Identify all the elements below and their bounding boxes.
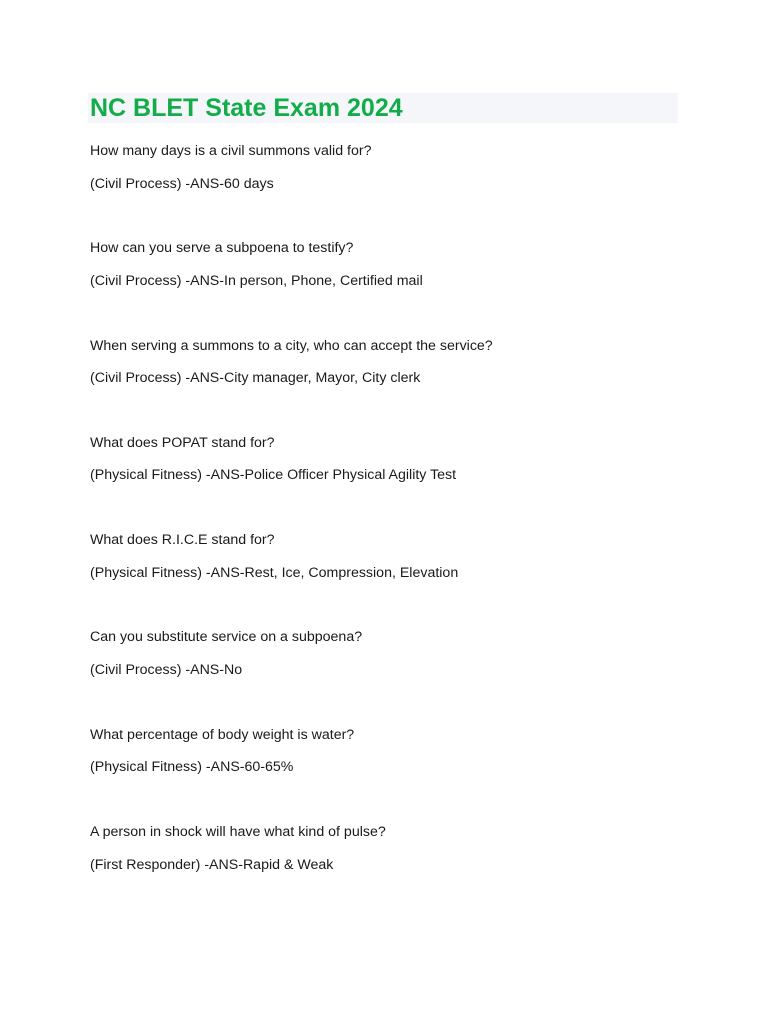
answer-text: (Physical Fitness) -ANS-Police Officer Physical Agility Test bbox=[90, 467, 457, 484]
answer-text: (Physical Fitness) -ANS-60-65% bbox=[90, 759, 294, 776]
question-text: A person in shock will have what kind of pulse? bbox=[90, 824, 386, 841]
qa-item bbox=[90, 433, 690, 530]
answer-text: (Civil Process) -ANS-60 days bbox=[90, 175, 274, 192]
qa-item bbox=[90, 336, 690, 433]
qa-item bbox=[90, 627, 690, 724]
question-text: What percentage of body weight is water? bbox=[90, 726, 355, 743]
answer-text: (Civil Process) -ANS-In person, Phone, Certified mail bbox=[90, 272, 423, 289]
answer-text: (Civil Process) -ANS-No bbox=[90, 661, 243, 678]
question-text: Can you substitute service on a subpoena? bbox=[90, 629, 363, 646]
answer-text: (Civil Process) -ANS-City manager, Mayor, City clerk bbox=[90, 370, 421, 387]
qa-list bbox=[90, 141, 690, 919]
question-text: What does POPAT stand for? bbox=[90, 434, 275, 451]
document-title: NC BLET State Exam 2024 bbox=[90, 94, 403, 122]
qa-item bbox=[90, 141, 690, 238]
question-text: When serving a summons to a city, who can accept the service? bbox=[90, 337, 493, 354]
qa-item bbox=[90, 530, 690, 627]
question-text: How can you serve a subpoena to testify? bbox=[90, 240, 354, 257]
answer-text: (Physical Fitness) -ANS-Rest, Ice, Compression, Elevation bbox=[90, 564, 459, 581]
question-text: How many days is a civil summons valid for? bbox=[90, 143, 372, 159]
qa-item bbox=[90, 725, 690, 822]
question-text: What does R.I.C.E stand for? bbox=[90, 532, 275, 549]
qa-item bbox=[90, 238, 690, 335]
answer-text: (First Responder) -ANS-Rapid & Weak bbox=[90, 856, 334, 873]
qa-item bbox=[90, 822, 690, 919]
